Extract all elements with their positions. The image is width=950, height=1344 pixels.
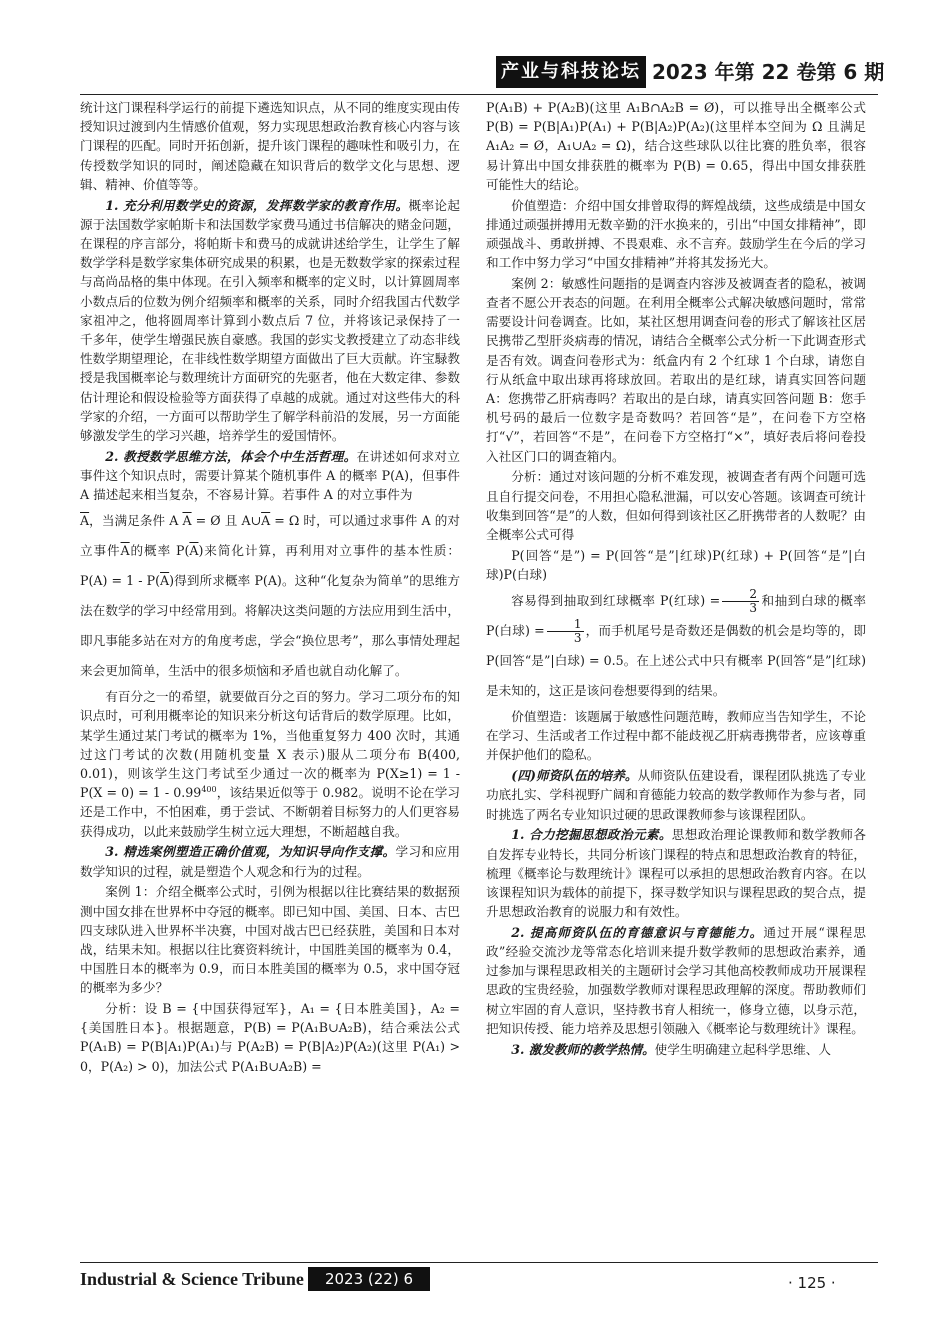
running-header <box>496 56 885 88</box>
paragraph: 1. 充分利用数学史的资源，发挥数学家的教育作用。概率论起源于法国数学家帕斯卡和法国数学家费马通过书信解决的赌金问题，在课程的序言部分，将帕斯卡和费马的成就讲述给学生，让学生了解数学学科是数学家集体研究成果的积累，也是无数数学家的探索过程与高尚品格的集中体现。在引入频率和概率的定义时，以计算圆周率小数点后的位数为例介绍频率和概率的关系，同时介绍我国古代数学家祖冲之，他将圆周率计算到小数点后 7 位，并将该记录保持了一千多年，使学生增强民族自豪感。我国的彭实戈教授建立了动态非线性数学期望理论，在非线性数学期望方面做出了巨大贡献。许宝騄教授是我国概率论与数理统计方面研究的先驱者，他在大数定律、参数估计理论和假设检验等方面获得了卓越的成就。通过对这些伟大的科学家的介绍，一方面可以帮助学生了解学科前沿的发展，另一方面能够激发学生的学习兴趣，培养学生的爱国情怀。 <box>80 197 460 443</box>
paragraph: (四)师资队伍的培养。从师资队伍建设看，课程团队挑选了专业功底扎实、学科视野广阔和育德能力较高的数学教师作为参与者，同时挑选了两名专业知识过硬的思政课教师参与该课程团队。 <box>486 768 867 822</box>
paragraph: P(A₁B) + P(A₂B)(这里 A₁B∩A₂B = Ø)，可以推导出全概率公式 P(B) = P(B|A₁)P(A₁) + P(B|A₂)P(A₂)(这里样本空间为 Ω 且满足 A₁A₂ = Ø，A₁∪A₂ = Ω)，结合这些球队以往比赛的胜负率，很容易计算出中国女排获胜的概率为 P(B) = 0.65，得出中国女排获胜可能性大的结论。 <box>486 100 866 192</box>
paragraph: 价值塑造：该题属于敏感性问题范畴，教师应当告知学生，不论在学习、生活或者工作过程中都不能歧视乙肝病毒携带者，应该尊重并保护他们的隐私。 <box>486 709 866 763</box>
journal-name-badge: 产业与科技论坛 <box>496 56 646 88</box>
subheading: 1. 充分利用数学史的资源，发挥数学家的教育作用。 <box>105 197 409 213</box>
paragraph: 1. 合力挖掘思想政治元素。思想政治理论课教师和数学教师各自发挥专业特长，共同分析该门课程的特点和思想政治教育的特征，梳理《概率论与数理统计》课程可以承担的思想政治教育内容。在以该课程知识为载体的前提下，探寻数学知识与课程思政的契合点，提升思想政治教育的说服力和有效性。 <box>486 827 866 920</box>
footer-journal-title: Industrial & Science Tribune <box>80 1269 304 1289</box>
paragraph: 分析：设 B = {中国获得冠军}，A₁ = {日本胜美国}，A₂ = {美国胜日本}。根据题意，P(B) = P(A₁B∪A₂B)，结合乘法公式 P(A₁B) = P(B|A₁)P(A₁)与 P(A₂B) = P(B|A₂)P(A₂)(这里 P(A₁) > 0，P(A₂) > 0)，加法公式 P(A₁B∪A₂B) = <box>80 1001 460 1074</box>
paragraph-with-fractions: 容易得到抽取到红球概率 P(红球) = $\frac{2}{3}$ 和抽到白球的概率 P(白球) = $\frac{1}{3}$ ，而手机尾号是奇数还是偶数的机会是均等的，即 P(回答“是”|白球) = 0.5。在上述公式中只有概率 P(回答“是”|红球)是未知的，这正是该问卷想要得到的结果。 <box>486 586 866 698</box>
paragraph: 3. 精选案例塑造正确价值观，为知识导向作支撑。学习和应用数学知识的过程，就是塑造个人观念和行为的过程。 <box>80 844 460 879</box>
header-rule <box>80 94 878 95</box>
paragraph: 分析：通过对该问题的分析不难发现，被调查者有两个问题可选且自行提交问卷，不用担心隐私泄漏，可以安心答题。该调查可统计收集到回答“是”的人数，但如何得到该社区乙肝携带者的人数呢？由全概率公式可得 <box>486 469 866 542</box>
issue-label: 2023 年第 22 卷第 6 期 <box>652 60 885 84</box>
subheading: (四)师资队伍的培养。 <box>511 768 638 784</box>
footer-rule <box>80 1262 878 1263</box>
left-column <box>80 98 460 1077</box>
page-number: · 125 · <box>788 1274 836 1292</box>
paragraph-complement-event: $\overline{A}$，当满足条件 A $\overline{A}$ = Ø 且 $A\cup\overline{A} = \Omega$ 时，可以通过求事件 A 的对立事件$\overline{A}$的概率 $P(\overline{A})$来简化计算，再利用对立事件的基本性质：$P(A) = 1 - P(\overline{A})$得到所求概率 P(A)。这种“化复杂为简单”的思维方法在数学的学习中经常用到。将解决这类问题的方法应用到生活中，即凡事能多站在对方的角度考虑，学会“换位思考”，那么事情处理起来会更加简单，生活中的很多烦恼和矛盾也就自动化解了。 <box>80 512 461 678</box>
formula-line: P(回答“是”) = P(回答“是”|红球)P(红球) + P(回答“是”|白球)P(白球) <box>486 547 866 582</box>
paragraph: 统计这门课程科学运行的前提下遴选知识点，从不同的维度实现由传授知识过渡到内生情感价值观，努力实现思想政治教育核心内容与该门课程的匹配。同时开拓创新，提升该门课程的趣味性和吸引力，在传授数学知识的同时，阐述隐藏在知识背后的数学文化与思想、逻辑、精神、价值等等。 <box>80 100 460 192</box>
subheading: 2. 提高师资队伍的育德意识与育德能力。 <box>511 924 764 940</box>
subheading: 1. 合力挖掘思想政治元素。 <box>511 827 672 843</box>
paragraph: 2. 提高师资队伍的育德意识与育德能力。通过开展“课程思政”经验交流沙龙等常态化培训来提升数学教师的思想政治素养，通过参加与课程思政相关的主题研讨会学习其他高校教师成功开展课程思政的宝贵经验，加强数学教师对课程思政理解的深度。帮助教师们树立牢固的育人意识，坚持教书育人相统一，修身立德，以身示范，把知识传授、能力培养及思想引领融入《概率论与数理统计》课程。 <box>486 924 866 1036</box>
fraction-red: $\frac{2}{3}$ <box>722 588 759 615</box>
fraction-white: $\frac{1}{3}$ <box>547 618 584 645</box>
paragraph: 2. 教授数学思维方法，体会个中生活哲理。在讲述如何求对立事件这个知识点时，需要计算某个随机事件 A 的概率 P(A)，但事件 A 描述起来相当复杂，不容易计算。若事件 A 的对立事件为 <box>80 448 460 503</box>
paragraph: 价值塑造：介绍中国女排曾取得的辉煌战绩，这些成绩是中国女排通过顽强拼搏用无数辛勤的汗水换来的，引出“中国女排精神”，即顽强战斗、勇敢拼搏、不畏艰难、永不言弃。鼓励学生在今后的学习和工作中努力学习“中国女排精神”并将其发扬光大。 <box>486 197 866 271</box>
right-column <box>486 98 866 1060</box>
footer-issue-badge: 2023 (22) 6 <box>308 1267 430 1291</box>
paragraph: 案例 1：介绍全概率公式时，引例为根据以往比赛结果的数据预测中国女排在世界杯中夺冠的概率。即已知中国、美国、日本、古巴四支球队进入世界杯半决赛，中国对战古巴已经获胜，美国和日本对战，结果未知。根据以往比赛资料统计，中国胜美国的概率为 0.4，中国胜日本的概率为 0.9，而日本胜美国的概率为 0.5，求中国夺冠的概率为多少？ <box>80 884 460 996</box>
subheading: 3. 精选案例塑造正确价值观，为知识导向作支撑。 <box>105 844 396 860</box>
paragraph: 案例 2：敏感性问题指的是调查内容涉及被调查者的隐私，被调查者不愿公开表态的问题。在利用全概率公式解决敏感问题时，常常需要设计问卷调查。比如，某社区想用调查问卷的形式了解该社区居民携带乙型肝炎病毒的情况，请结合全概率公式分析一下此调查形式是否有效。调查问卷形式为：纸盒内有 2 个红球 1 个白球，请您自行从纸盒中取出球再将球放回。若取出的是红球，请真实回答问题 A：您携带乙肝病毒吗？若取出的是白球，请真实回答问题 B：您手机号码的最后一位数字是奇数吗？若回答“是”，在问卷下方空格打“√”，若回答“不是”，在问卷下方空格打“×”，填好表后将问卷投入社区门口的调查箱内。 <box>486 275 866 464</box>
subheading: 3. 激发教师的教学热情。 <box>511 1041 655 1057</box>
subheading: 2. 教授数学思维方法，体会个中生活哲理。 <box>105 448 357 464</box>
paragraph: 有百分之一的希望，就要做百分之百的努力。学习二项分布的知识点时，可利用概率论的知识来分析这句话背后的数学原理。比如，某学生通过某门考试的概率为 1%，当他重复努力 400 次时，其通过这门考试的次数(用随机变量 X 表示)服从二项分布 B(400, 0.01)，则该学生这门考试至少通过一次的概率为 P(X≥1) = 1 - P(X = 0) = 1 - 0.99$^{400}$，该结果近似等于 0.982。说明不论在学习还是工作中，不怕困难，勇于尝试、不断朝着目标努力的人们更容易获得成功，以此来鼓励学生树立远大理想，不断超越自我。 <box>80 689 460 839</box>
paragraph: 3. 激发教师的教学热情。使学生明确建立起科学思维、人 <box>511 1041 831 1057</box>
